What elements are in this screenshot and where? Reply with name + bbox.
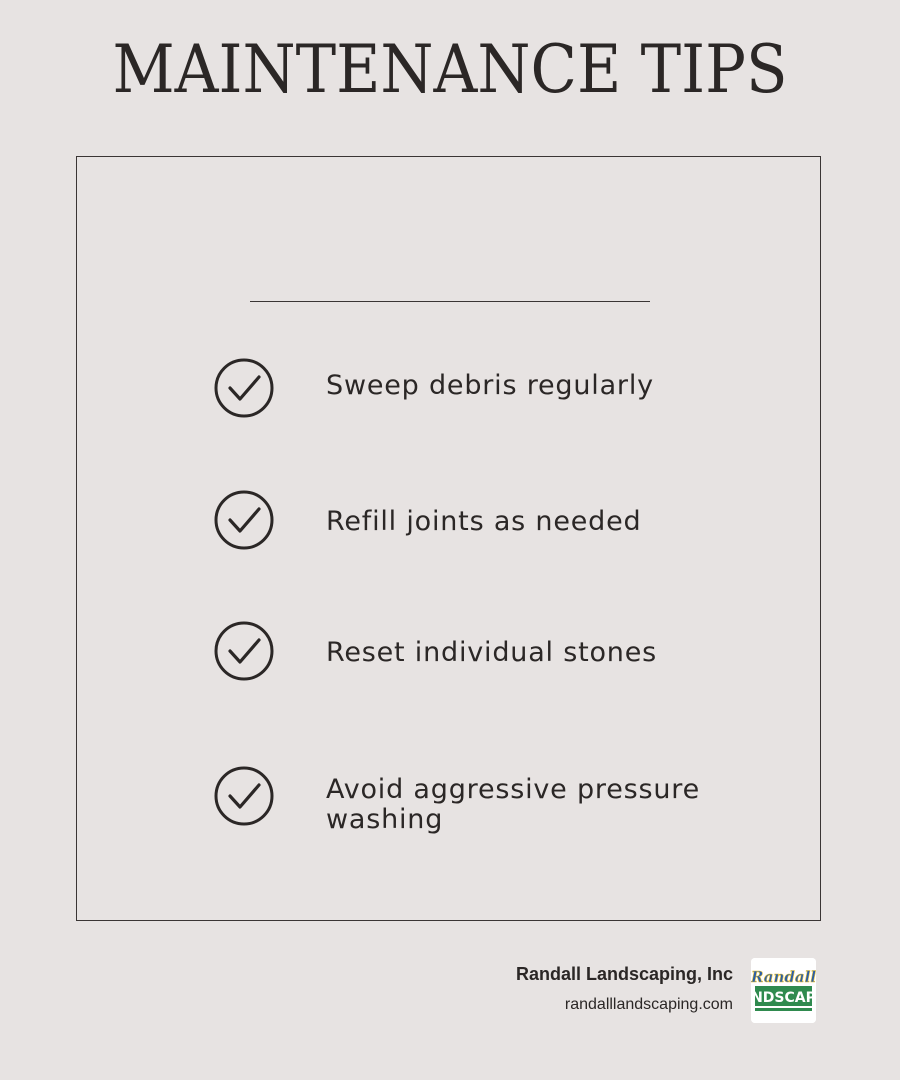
company-logo — [751, 958, 816, 1023]
tip-text: Refill joints as needed — [326, 506, 642, 537]
company-url: randalllandscaping.com — [564, 996, 733, 1013]
check-circle-icon — [213, 489, 275, 551]
tip-item — [213, 620, 733, 682]
page-title: MAINTENANCE TIPS — [112, 31, 788, 108]
tip-text: Avoid aggressive pressure washing — [326, 774, 700, 835]
check-circle-icon — [213, 357, 275, 419]
tip-text: Reset individual stones — [326, 637, 657, 668]
svg-text:NDSCAP: NDSCAP — [751, 990, 816, 1006]
tip-item — [213, 765, 733, 835]
company-name: Randall Landscaping, Inc — [515, 964, 733, 984]
tips-card — [76, 156, 821, 921]
divider-line — [250, 301, 650, 302]
tip-item — [213, 357, 733, 419]
svg-text:Randall: Randall — [751, 968, 816, 986]
check-circle-icon — [213, 620, 275, 682]
tip-item — [213, 489, 733, 551]
tip-text: Sweep debris regularly — [326, 370, 654, 401]
check-circle-icon — [213, 765, 275, 827]
